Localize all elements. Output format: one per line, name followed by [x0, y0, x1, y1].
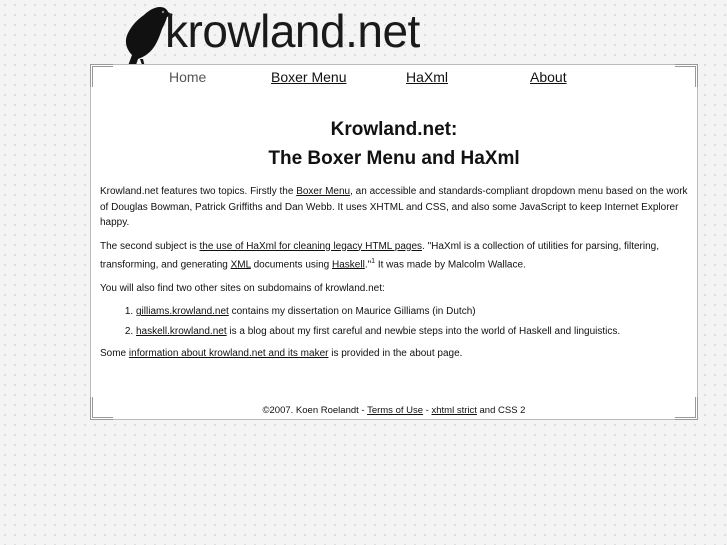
list-item	[136, 304, 690, 320]
xhtml-strict-link[interactable]: xhtml strict	[431, 405, 477, 416]
about-text: is provided in the about page.	[328, 348, 463, 360]
about-info-link[interactable]: information about krowland.net and its maker	[128, 348, 329, 360]
page-title-line1: Krowland.net:	[330, 119, 458, 140]
content-box	[90, 64, 698, 420]
intro-text: Krowland.net features two topics. Firstly the	[100, 186, 297, 197]
haxml-cleaning-link[interactable]: the use of HaXml for cleaning legacy HTML pages	[199, 240, 423, 252]
second-text: documents using	[250, 259, 333, 271]
footer	[91, 405, 697, 416]
about-paragraph	[100, 346, 690, 362]
xml-link[interactable]: XML	[230, 259, 251, 271]
nav-haxml[interactable]: HaXml	[406, 69, 449, 85]
copyright-text: ©2007. Koen Roelandt -	[262, 405, 368, 416]
main-text	[100, 184, 690, 370]
page-title-line2: The Boxer Menu and HaXml	[268, 148, 520, 169]
list-item-text: is a blog about my first careful and newbie steps into the world of Haskell and linguistics.	[226, 325, 621, 337]
main-nav	[91, 69, 697, 93]
nav-boxer-menu[interactable]: Boxer Menu	[271, 69, 347, 85]
page-title	[91, 115, 697, 173]
boxer-menu-link[interactable]: Boxer Menu	[296, 186, 351, 197]
footer-separator: -	[423, 405, 432, 416]
second-text: The second subject is	[100, 240, 200, 252]
list-item	[136, 324, 690, 340]
second-text: ."	[364, 259, 372, 271]
gilliams-link[interactable]: gilliams.krowland.net	[136, 306, 229, 318]
haskell-blog-link[interactable]: haskell.krowland.net	[136, 325, 227, 337]
intro-text: , an accessible and standards-compliant dropdown menu based on the work of Douglas Bowman, Patrick Griffiths and Dan Webb. It uses XHTML and CSS, and also some JavaScript to keep Internet Explorer happy.	[100, 186, 688, 228]
terms-link[interactable]: Terms of Use	[367, 405, 424, 416]
list-item-text: contains my dissertation on Maurice Gilliams (in Dutch)	[228, 306, 476, 318]
intro-paragraph	[100, 184, 690, 231]
second-paragraph	[100, 239, 690, 273]
second-text: It was made by Malcolm Wallace.	[375, 259, 526, 271]
subdomain-list	[100, 304, 690, 339]
nav-about[interactable]: About	[530, 69, 567, 85]
subdomains-intro: You will also find two other sites on subdomains of krowland.net:	[100, 282, 385, 294]
haskell-link[interactable]: Haskell	[332, 259, 365, 271]
css-text: and CSS 2	[476, 405, 526, 416]
second-text: . "HaXml is a collection of utilities for parsing, filtering, transforming, and generating	[100, 240, 660, 271]
nav-home[interactable]: Home	[169, 69, 207, 85]
footnote-marker[interactable]: 1	[371, 258, 376, 265]
site-logo-text[interactable]: krowland.net	[165, 5, 420, 57]
about-text: Some	[100, 348, 129, 360]
